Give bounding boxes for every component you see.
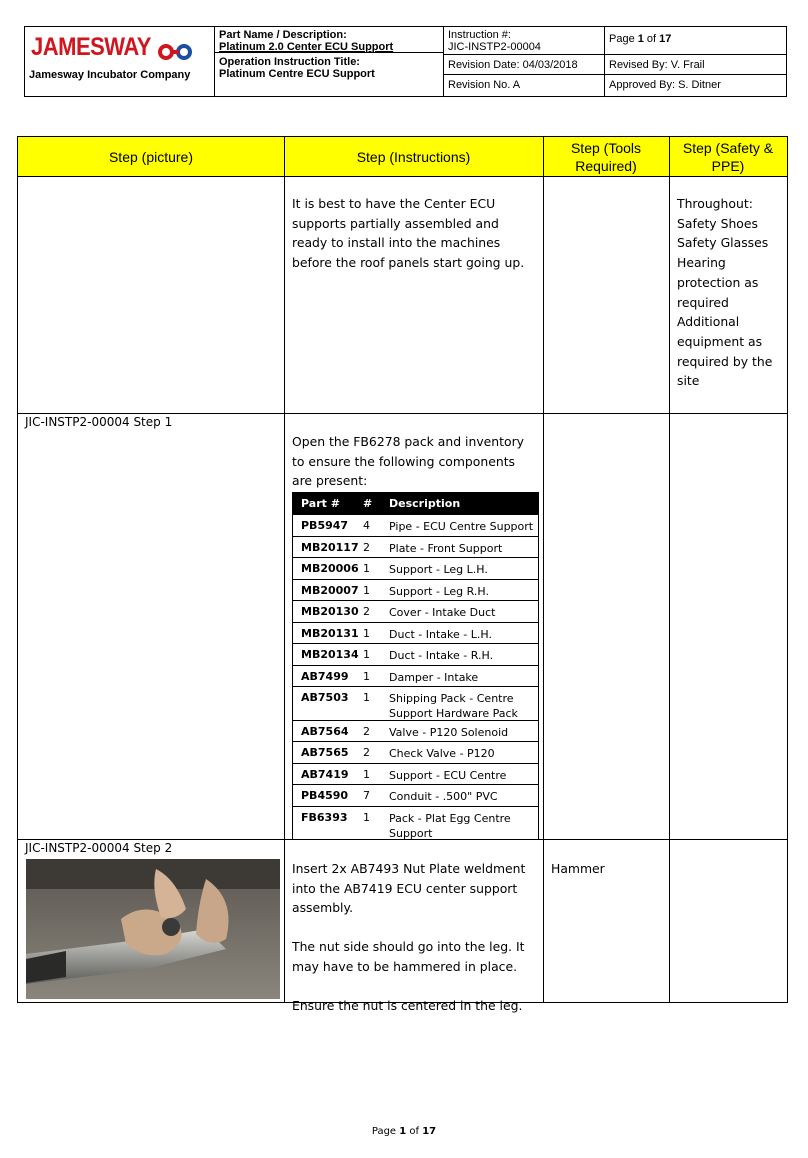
part-number: MB20006: [301, 562, 359, 575]
part-description: Cover - Intake Duct: [389, 606, 496, 619]
instruction-table: [17, 136, 788, 1013]
page-counter: [605, 27, 786, 54]
part-qty: 1: [363, 670, 370, 683]
safety-line: required by the: [677, 353, 773, 369]
approved-by: Approved By: S. Ditner: [609, 79, 721, 91]
page-info-cell: [605, 27, 786, 96]
part-number: MB20007: [301, 584, 359, 597]
parts-header-partno: Part #: [301, 497, 340, 510]
brand-logo-text: JAMESWAY: [31, 31, 151, 61]
part-name-value: Platinum 2.0 Center ECU Support: [219, 41, 394, 53]
part-number: AB7565: [301, 746, 349, 759]
safety-line: site: [677, 373, 700, 389]
page-footer: [0, 1126, 808, 1137]
column-divider: [543, 137, 544, 1002]
part-description: Shipping Pack - Centre Support Hardware Pack: [389, 692, 518, 720]
step2-photo: [26, 859, 280, 999]
footer-page-total: 17: [422, 1126, 437, 1137]
parts-table-header: [293, 493, 538, 514]
parts-table: [292, 492, 539, 840]
table-row: [293, 784, 538, 806]
part-qty: 2: [363, 605, 370, 618]
part-number: AB7499: [301, 670, 349, 683]
safety-line: equipment as: [677, 333, 763, 349]
part-description: Duct - Intake - R.H.: [389, 649, 494, 662]
logo-cell: [25, 27, 215, 96]
revision-date: Revision Date: 04/03/2018: [448, 59, 578, 71]
table-row: [293, 763, 538, 784]
instruction-paragraph: Insert 2x AB7493 Nut Plate weldment into the AB7419 ECU center support assembly.: [292, 861, 526, 916]
step2-label: JIC-INSTP2-00004 Step 2: [25, 841, 173, 855]
table-row: [293, 600, 538, 622]
footer-page-number: 1: [399, 1126, 407, 1137]
part-description: Support - ECU Centre: [389, 769, 507, 782]
part-description: Damper - Intake: [389, 671, 479, 684]
part-qty: 1: [363, 584, 370, 597]
operation-title-value: Platinum Centre ECU Support: [219, 68, 375, 80]
col-header-tools: Step (Tools Required): [570, 139, 642, 174]
table-row: [293, 741, 538, 763]
part-number: FB6393: [301, 811, 348, 824]
part-description: Plate - Front Support: [389, 542, 503, 555]
safety-line: Throughout:: [677, 196, 753, 211]
part-description: Pack - Plat Egg Centre Support: [389, 812, 511, 840]
col-header-instructions: Step (Instructions): [356, 148, 471, 165]
part-qty: 1: [363, 768, 370, 781]
table-row: [293, 514, 538, 536]
part-name-label: Part Name / Description:: [219, 29, 347, 41]
hands-hammering-photo: [26, 859, 280, 999]
safety-line: protection as: [677, 274, 759, 290]
part-number: MB20131: [301, 627, 359, 640]
instruction-paragraph: Ensure the nut is centered in the leg.: [292, 997, 523, 1013]
part-number: AB7564: [301, 725, 349, 738]
part-qty: 2: [363, 746, 370, 759]
part-qty: 4: [363, 519, 370, 532]
row0-safety: [677, 194, 785, 391]
row-divider: [18, 176, 787, 177]
part-name-cell: [215, 27, 444, 96]
table-row: [293, 686, 538, 720]
parts-header-qty: #: [363, 497, 373, 510]
step2-tools: Hammer: [551, 861, 605, 876]
part-qty: 1: [363, 811, 370, 824]
revision-number: Revision No. A: [448, 79, 521, 91]
footer-prefix: Page: [371, 1126, 400, 1137]
column-divider: [284, 137, 285, 1002]
part-description: Support - Leg L.H.: [389, 563, 488, 576]
table-row: [293, 557, 538, 579]
part-qty: 2: [363, 725, 370, 738]
table-row: [293, 720, 538, 741]
company-name: Jamesway Incubator Company: [29, 69, 191, 81]
part-description: Support - Leg R.H.: [389, 585, 489, 598]
part-qty: 2: [363, 541, 370, 554]
table-row: [293, 665, 538, 686]
part-number: PB4590: [301, 789, 349, 802]
part-description: Check Valve - P120: [389, 747, 495, 760]
table-header-row: [18, 137, 787, 176]
instruction-number: JIC-INSTP2-00004: [448, 41, 541, 53]
part-description: Valve - P120 Solenoid: [389, 726, 509, 739]
part-number: MB20134: [301, 648, 359, 661]
table-row: [293, 536, 538, 557]
page-prefix: Page: [609, 33, 638, 45]
step2-instructions: [292, 859, 537, 1015]
row-divider: [18, 413, 787, 414]
part-description: Pipe - ECU Centre Support: [389, 520, 534, 533]
instruction-cell: [444, 27, 605, 96]
col-header-safety: Step (Safety & PPE): [682, 139, 774, 174]
page-of: of: [643, 33, 660, 45]
col-header-picture: Step (picture): [108, 148, 194, 165]
table-row: [293, 643, 538, 665]
revised-by: Revised By: V. Frail: [609, 59, 705, 71]
safety-line: Safety Shoes: [677, 215, 758, 231]
part-description: Conduit - .500" PVC: [389, 790, 498, 803]
row0-instructions: It is best to have the Center ECU supports partially assembled and ready to install into the machines before the roof panels start going up.: [292, 196, 525, 271]
document-header: [24, 26, 787, 97]
part-qty: 7: [363, 789, 370, 802]
part-description: Duct - Intake - L.H.: [389, 628, 492, 641]
table-row: [293, 622, 538, 643]
brand-logo-icon: [157, 42, 193, 62]
safety-line: Safety Glasses: [677, 235, 769, 251]
column-divider: [669, 137, 670, 1002]
parts-header-description: Description: [389, 497, 461, 510]
step1-label: JIC-INSTP2-00004 Step 1: [25, 415, 173, 429]
footer-of: of: [406, 1126, 423, 1137]
safety-line: Additional: [677, 314, 740, 330]
part-number: AB7419: [301, 768, 349, 781]
safety-line: Hearing: [677, 255, 726, 271]
part-qty: 1: [363, 691, 370, 704]
operation-title-label: Operation Instruction Title:: [219, 56, 360, 68]
part-qty: 1: [363, 627, 370, 640]
step1-instructions: Open the FB6278 pack and inventory to ensure the following components are present:: [292, 434, 525, 489]
page-number: 1: [637, 33, 644, 45]
part-qty: 1: [363, 562, 370, 575]
table-row: [293, 579, 538, 600]
part-qty: 1: [363, 648, 370, 661]
divider: [215, 52, 444, 53]
instruction-paragraph: The nut side should go into the leg. It may have to be hammered in place.: [292, 939, 525, 974]
page-total: 17: [659, 33, 672, 45]
instruction-label: Instruction #:: [448, 29, 511, 41]
part-number: PB5947: [301, 519, 349, 532]
part-number: MB20117: [301, 541, 359, 554]
part-number: AB7503: [301, 691, 349, 704]
part-number: MB20130: [301, 605, 359, 618]
safety-line: required: [677, 294, 729, 310]
table-row: [293, 806, 538, 839]
